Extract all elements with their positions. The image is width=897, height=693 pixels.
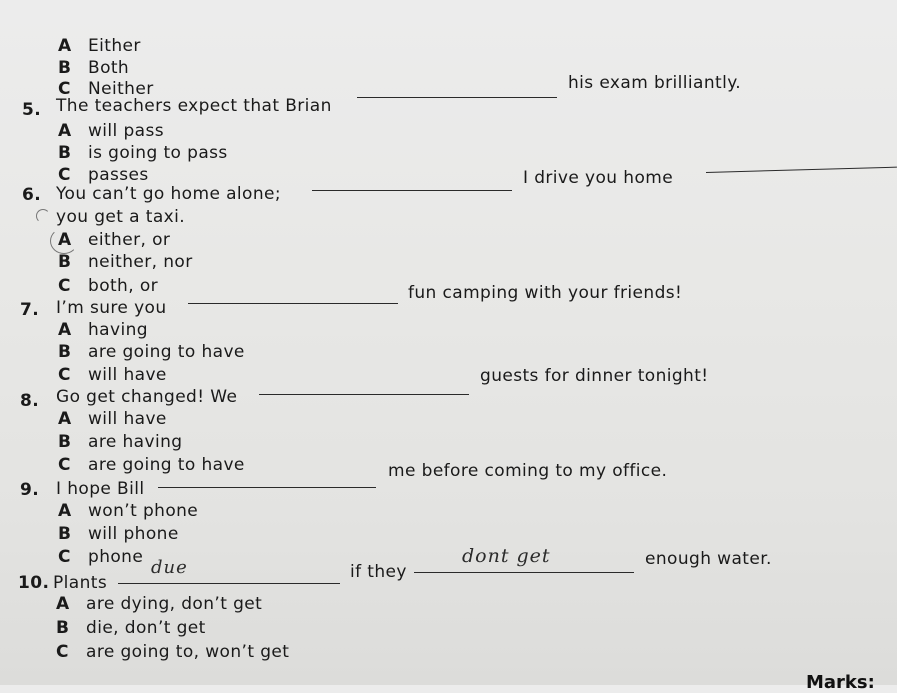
q8-option-b-letter: B (58, 432, 71, 452)
q6-option-a-text: either, or (88, 230, 171, 250)
q6-stem: You can’t go home alone; (56, 184, 282, 204)
pen-mark (36, 209, 50, 223)
q7-option-b-text: are going to have (88, 342, 245, 362)
q9-stem-end: me before coming to my office. (388, 461, 668, 481)
q10-stem: Plants (53, 573, 108, 593)
q8-option-b-text: are having (88, 432, 183, 452)
q10-option-a-text: are dying, don’t get (86, 594, 263, 614)
q5-option-b-text: is going to pass (88, 143, 228, 163)
q4-option-c-letter: C (58, 79, 71, 99)
q5-option-c-text: passes (88, 165, 149, 185)
q10-option-b-letter: B (56, 618, 69, 638)
q5-option-b-letter: B (58, 143, 71, 163)
q9-option-b-text: will phone (88, 524, 179, 544)
q7-stem-end: fun camping with your friends! (408, 283, 683, 303)
marks-label: Marks: (806, 672, 875, 693)
q7-option-a-letter: A (58, 320, 72, 340)
q8-stem: Go get changed! We (56, 387, 238, 407)
q7-option-c-text: will have (88, 365, 167, 385)
q10-option-c-letter: C (56, 642, 69, 662)
q8-stem-end: guests for dinner tonight! (480, 366, 709, 386)
q10-number: 10. (18, 573, 50, 593)
q8-option-c-text: are going to have (88, 455, 245, 475)
q10-answer-blank-2[interactable] (414, 572, 634, 573)
q10-handwritten-answer-1: due (151, 557, 188, 578)
q8-option-a-letter: A (58, 409, 72, 429)
q6-option-c-text: both, or (88, 276, 159, 296)
q6-option-a-letter: A (58, 230, 72, 250)
q8-option-c-letter: C (58, 455, 71, 475)
q10-option-b-text: die, don’t get (86, 618, 206, 638)
q9-stem: I hope Bill (56, 479, 145, 499)
q4-option-b-text: Both (88, 58, 130, 78)
q7-option-b-letter: B (58, 342, 71, 362)
q4-option-a-text: Either (88, 36, 141, 56)
q6-number: 6. (22, 185, 42, 205)
q5-option-c-letter: C (58, 165, 71, 185)
q8-answer-blank[interactable] (259, 394, 469, 395)
q5-stem: The teachers expect that Brian (56, 96, 332, 116)
q5-number: 5. (22, 100, 42, 120)
q7-stem: I’m sure you (56, 298, 167, 318)
q5-answer-blank[interactable] (357, 97, 557, 98)
q10-stem-mid: if they (350, 562, 407, 582)
q7-option-c-letter: C (58, 365, 71, 385)
q10-option-c-text: are going to, won’t get (86, 642, 290, 662)
q7-number: 7. (20, 300, 40, 320)
q9-option-c-letter: C (58, 547, 71, 567)
q8-option-a-text: will have (88, 409, 167, 429)
q6-option-b-letter: B (58, 252, 71, 272)
q7-option-a-text: having (88, 320, 148, 340)
q6-option-c-letter: C (58, 276, 71, 296)
q9-number: 9. (20, 480, 40, 500)
q5-stem-end: his exam brilliantly. (568, 73, 742, 93)
q4-option-a-letter: A (58, 36, 72, 56)
q4-option-c-text: Neither (88, 79, 154, 99)
q6-option-b-text: neither, nor (88, 252, 193, 272)
q10-answer-blank-1[interactable] (118, 583, 340, 584)
q5-option-a-text: will pass (88, 121, 164, 141)
q6-stem-mid: I drive you home (523, 168, 674, 188)
q5-option-a-letter: A (58, 121, 72, 141)
q6-stem-continued: you get a taxi. (56, 207, 186, 227)
q7-answer-blank[interactable] (188, 303, 398, 304)
q10-stem-end: enough water. (645, 549, 772, 569)
q9-answer-blank[interactable] (158, 487, 376, 488)
q9-option-c-text: phone (88, 547, 144, 567)
q9-option-b-letter: B (58, 524, 71, 544)
q9-option-a-letter: A (58, 501, 72, 521)
q10-option-a-letter: A (56, 594, 70, 614)
q6-answer-blank-1[interactable] (312, 190, 512, 191)
q8-number: 8. (20, 391, 40, 411)
q10-handwritten-answer-2: dont get (462, 545, 551, 567)
q9-option-a-text: won’t phone (88, 501, 199, 521)
q4-option-b-letter: B (58, 58, 71, 78)
q6-answer-blank-2[interactable] (706, 167, 897, 173)
